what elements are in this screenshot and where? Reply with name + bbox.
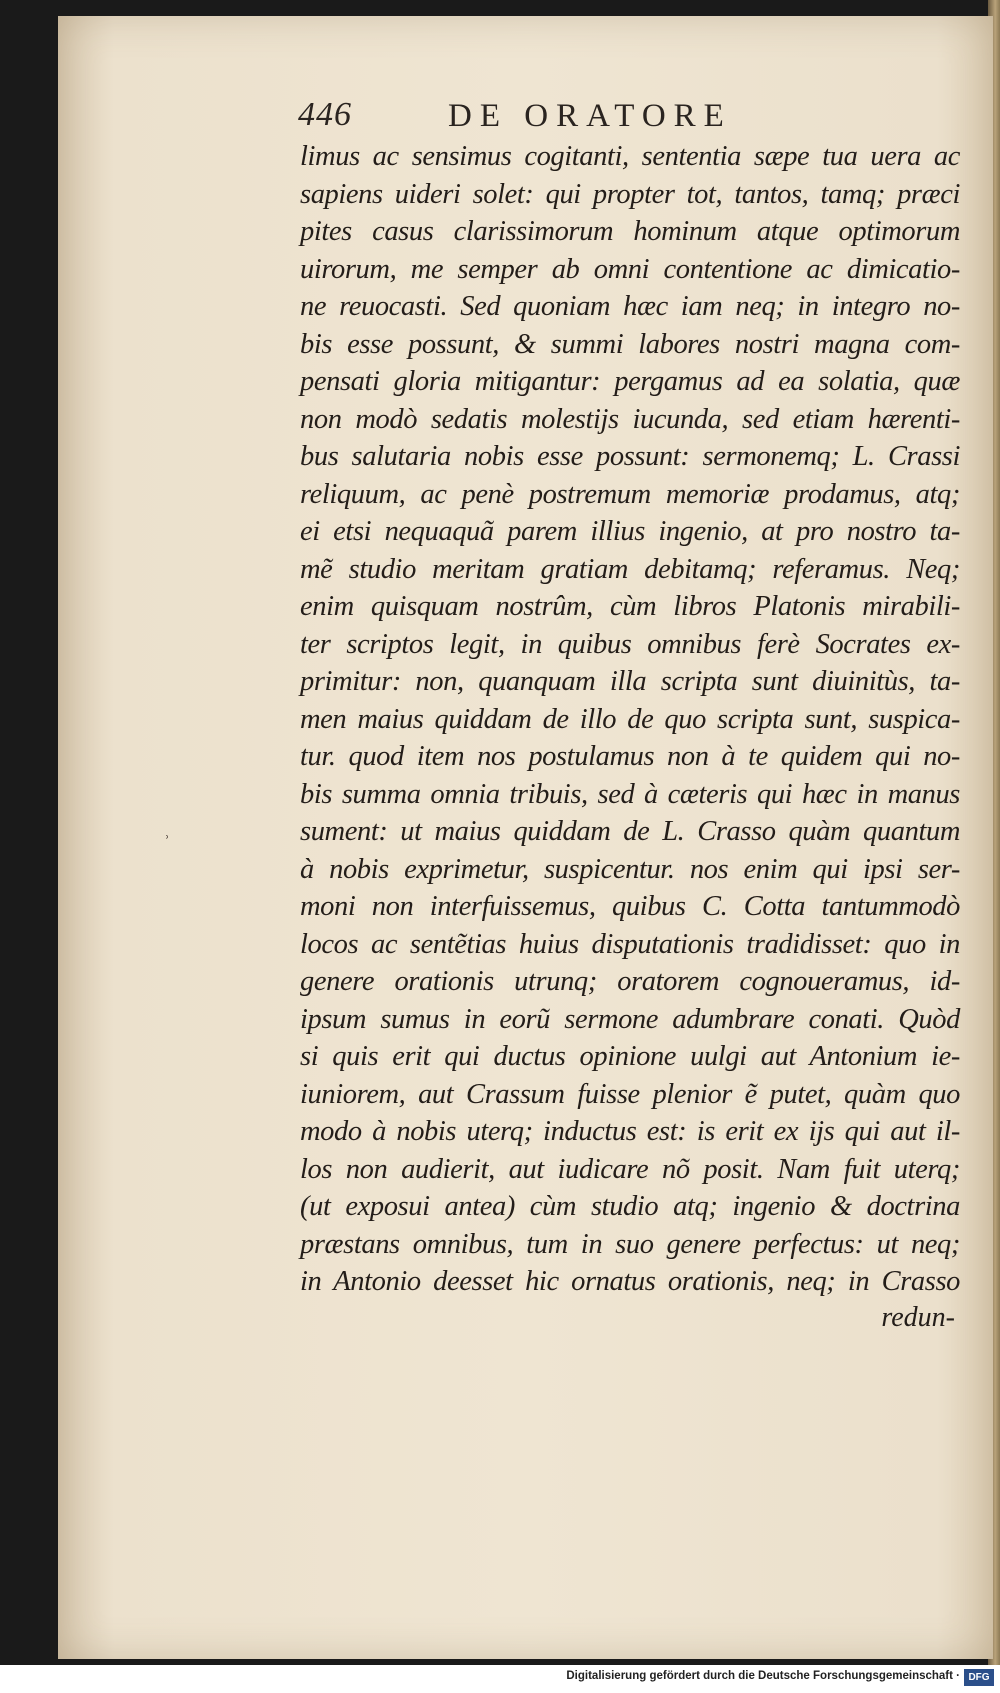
text-line: bis summa omnia tribuis, sed à cæteris qui hæc in manus <box>300 778 960 810</box>
text-line: mẽ studio meritam gratiam debitamq; referamus. Neq; <box>300 553 960 585</box>
text-line: modo à nobis uterq; inductus est: is erit ex ijs qui aut il- <box>300 1116 960 1147</box>
text-line: præstans omnibus, tum in suo genere perfectus: ut neq; <box>300 1228 960 1260</box>
page-number: 446 <box>298 96 352 133</box>
text-line: non modò sedatis molestijs iucunda, sed etiam hærenti- <box>300 403 960 435</box>
text-line: genere orationis utrunq; oratorem cognoueramus, id- <box>300 966 960 997</box>
text-line: ter scriptos legit, in quibus omnibus ferè Socrates ex- <box>300 628 960 660</box>
text-line: men maius quiddam de illo de quo scripta sunt, suspica- <box>300 703 960 735</box>
text-line: pensati gloria mitigantur: pergamus ad ea solatia, quæ <box>300 366 960 397</box>
catchword: redun- <box>881 1302 955 1333</box>
body-text <box>300 138 960 1301</box>
text-line: sument: ut maius quiddam de L. Crasso quàm quantum <box>300 816 960 847</box>
text-line: sapiens uideri solet: qui propter tot, tantos, tamq; præci <box>300 178 960 210</box>
text-line: bus salutaria nobis esse possunt: sermonemq; L. Crassi <box>300 441 960 472</box>
text-line: bis esse possunt, & summi labores nostri magna com- <box>300 328 960 360</box>
text-line: ne reuocasti. Sed quoniam hæc iam neq; in integro no- <box>300 291 960 322</box>
page-header <box>298 96 818 140</box>
text-line: locos ac sentẽtias huius disputationis tradidisset: quo in <box>300 928 960 960</box>
text-line: enim quisquam nostrûm, cùm libros Platonis mirabili- <box>300 591 960 622</box>
text-line: limus ac sensimus cogitanti, sententia sæpe tua uera ac <box>300 141 960 172</box>
text-line: (ut exposui antea) cùm studio atq; ingenio & doctrina <box>300 1191 960 1222</box>
text-line: iuniorem, aut Crassum fuisse plenior ẽ putet, quàm quo <box>300 1078 960 1110</box>
text-line: moni non interfuissemus, quibus C. Cotta tantummodò <box>300 891 960 922</box>
margin-mark: ʾ <box>164 832 170 852</box>
footer-credit: Digitalisierung gefördert durch die Deutsche Forschungsgemeinschaft · <box>566 1670 960 1682</box>
footer-bar <box>0 1665 1000 1693</box>
text-line: tur. quod item nos postulamus non à te quidem qui no- <box>300 741 960 772</box>
text-line: reliquum, ac penè postremum memoriæ prodamus, atq; <box>300 478 960 510</box>
text-line: à nobis exprimetur, suspicentur. nos enim qui ipsi ser- <box>300 853 960 885</box>
text-line: ipsum sumus in eorũ sermone adumbrare conati. Quòd <box>300 1003 960 1035</box>
text-line: ei etsi nequaquã parem illius ingenio, at pro nostro ta- <box>300 516 960 547</box>
text-line: pites casus clarissimorum hominum atque optimorum <box>300 216 960 247</box>
text-line: primitur: non, quanquam illa scripta sunt diuinitùs, ta- <box>300 666 960 697</box>
running-title: DE ORATORE <box>448 98 732 134</box>
text-line: si quis erit qui ductus opinione uulgi aut Antonium ie- <box>300 1041 960 1072</box>
text-line: in Antonio deesset hic ornatus orationis, neq; in Crasso <box>300 1266 960 1297</box>
text-line: los non audierit, aut iudicare nõ posit. Nam fuit uterq; <box>300 1153 960 1185</box>
text-line: uirorum, me semper ab omni contentione ac dimicatio- <box>300 253 960 285</box>
dfg-logo: DFG <box>964 1669 994 1686</box>
